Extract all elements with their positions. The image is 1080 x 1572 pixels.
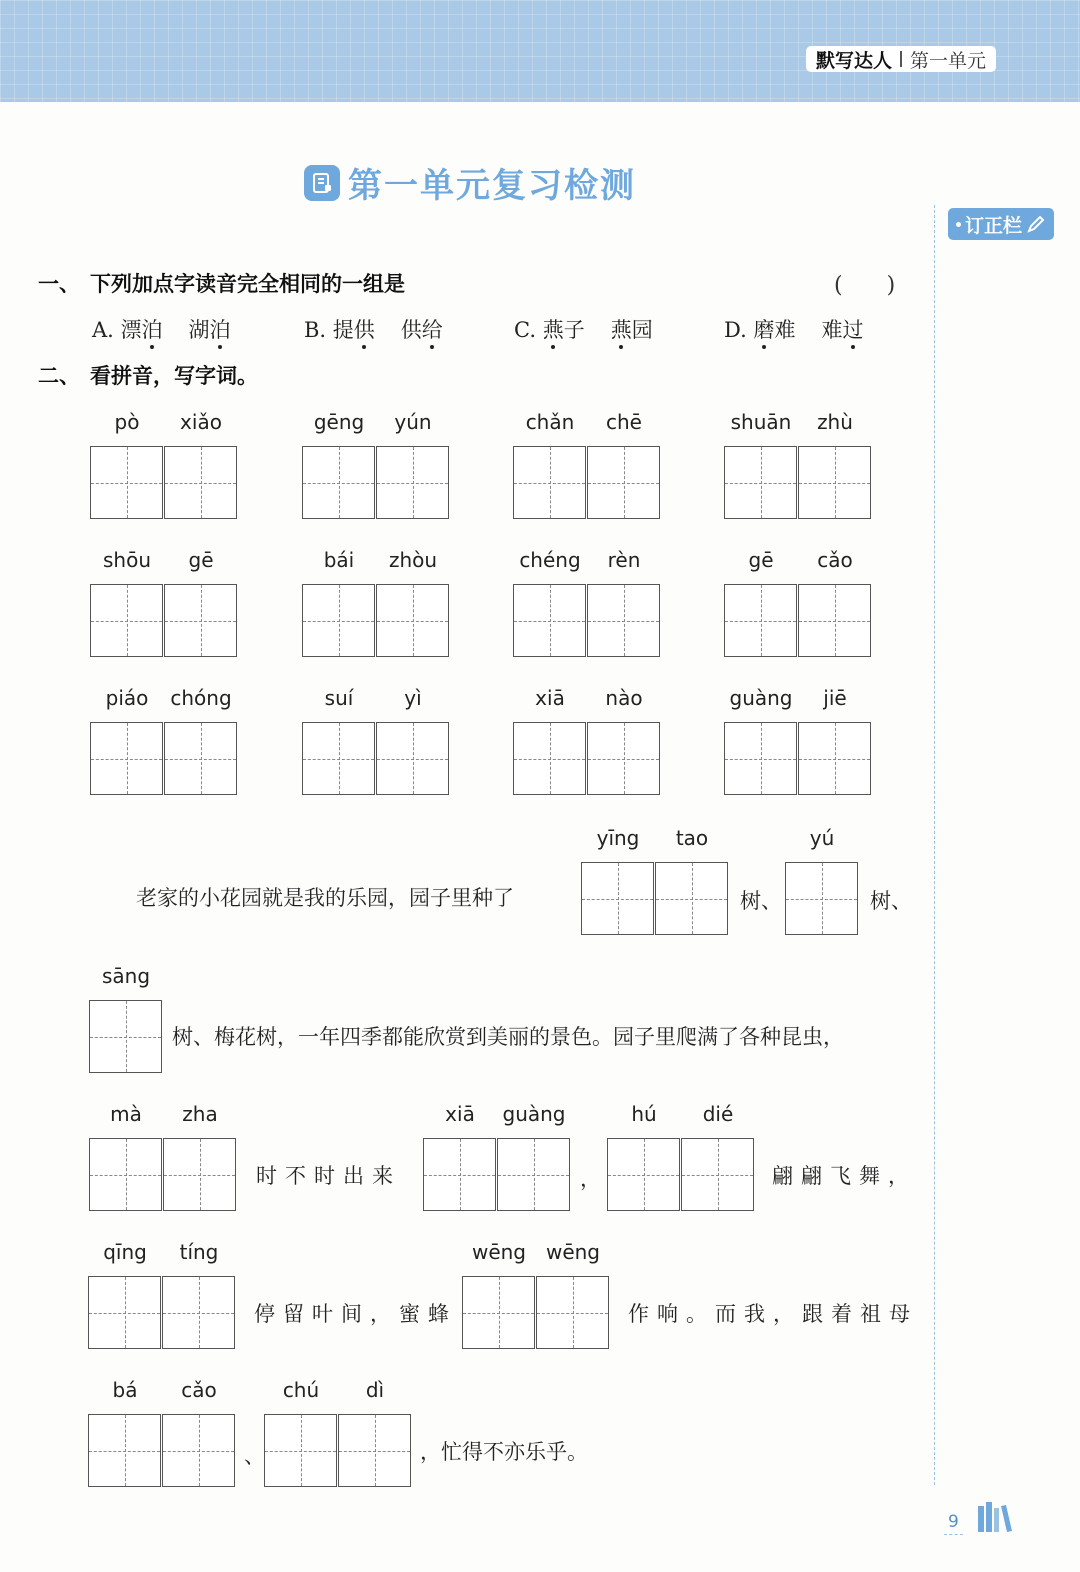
writing-box-word-7[interactable] — [513, 584, 586, 657]
option-char: 燕 — [542, 318, 564, 342]
writing-box-p2[interactable] — [785, 862, 858, 935]
pinyin-label: zha — [182, 1102, 218, 1126]
writing-box-p1[interactable] — [655, 862, 728, 935]
option-word-1 — [333, 318, 375, 342]
writing-box-p3[interactable] — [89, 1000, 162, 1073]
pinyin-label: zhòu — [388, 548, 438, 572]
pinyin-label: sāng — [101, 964, 151, 988]
passage-text-2: 树、 — [740, 889, 782, 913]
writing-box-word-9[interactable] — [90, 722, 163, 795]
pinyin-label: nào — [605, 686, 643, 710]
pinyin-label: pò — [114, 410, 140, 434]
correction-column-line — [934, 205, 935, 1485]
books-icon — [976, 1500, 1016, 1536]
passage-text-3: 树、 — [870, 889, 912, 913]
question-prompt: 看拼音，写字词。 — [90, 364, 258, 388]
question-prompt: 下列加点字读音完全相同的一组是 — [90, 272, 405, 296]
option-word-1 — [753, 318, 795, 342]
writing-box-p1[interactable] — [581, 862, 654, 935]
pinyin-label: chóng — [170, 686, 232, 710]
pinyin-label: qīng — [103, 1240, 147, 1264]
option-word-2 — [611, 318, 653, 342]
writing-box-word-1[interactable] — [90, 446, 163, 519]
passage-text-1: 老家的小花园就是我的乐园，园子里种了 — [136, 886, 514, 910]
pinyin-label: cǎo — [817, 548, 853, 572]
writing-box-p6[interactable] — [681, 1138, 754, 1211]
option-char: 供 — [353, 318, 375, 342]
writing-box-word-2[interactable] — [302, 446, 375, 519]
writing-box-word-11[interactable] — [513, 722, 586, 795]
passage-text-11: ，忙得不亦乐乎。 — [420, 1440, 588, 1464]
pinyin-label: gē — [748, 548, 774, 572]
pinyin-label: jiē — [823, 686, 847, 710]
pinyin-label: xiǎo — [180, 410, 222, 434]
writing-box-word-7[interactable] — [587, 584, 660, 657]
header-label — [806, 46, 996, 72]
correction-tab — [948, 208, 1054, 240]
writing-box-p9[interactable] — [88, 1414, 161, 1487]
writing-box-word-5[interactable] — [164, 584, 237, 657]
pinyin-label: suí — [324, 686, 354, 710]
question-2-heading — [38, 360, 258, 390]
pinyin-label: yì — [404, 686, 422, 710]
answer-paren[interactable]: ( ) — [834, 273, 896, 298]
writing-box-word-3[interactable] — [587, 446, 660, 519]
writing-box-word-8[interactable] — [798, 584, 871, 657]
writing-box-word-9[interactable] — [164, 722, 237, 795]
pinyin-label: gē — [188, 548, 214, 572]
question-number: 一、 — [38, 272, 80, 296]
writing-box-p6[interactable] — [607, 1138, 680, 1211]
pinyin-label: piáo — [105, 686, 149, 710]
question-number: 二、 — [38, 364, 80, 388]
writing-box-p4[interactable] — [163, 1138, 236, 1211]
option-word-2 — [821, 318, 863, 342]
notebook-icon — [304, 165, 340, 201]
option-char: 泊 — [141, 318, 163, 342]
bullet-icon — [956, 222, 961, 227]
passage-text-5: 时不时出来 — [256, 1164, 401, 1188]
pencil-icon — [1026, 214, 1046, 234]
writing-box-word-5[interactable] — [90, 584, 163, 657]
passage-text-10: 、 — [244, 1444, 265, 1468]
pinyin-label: guàng — [502, 1102, 566, 1126]
pinyin-label: cǎo — [181, 1378, 217, 1402]
pinyin-label: shōu — [102, 548, 151, 572]
option-char: 漂 — [120, 318, 142, 342]
option-word-2 — [189, 318, 231, 342]
pinyin-label: wēng — [545, 1240, 601, 1264]
writing-box-word-4[interactable] — [798, 446, 871, 519]
writing-box-word-6[interactable] — [376, 584, 449, 657]
option-word-1 — [543, 318, 585, 342]
writing-box-p10[interactable] — [338, 1414, 411, 1487]
pinyin-label: tíng — [179, 1240, 219, 1264]
writing-box-p5[interactable] — [497, 1138, 570, 1211]
pinyin-label: xiā — [535, 686, 565, 710]
writing-box-p9[interactable] — [162, 1414, 235, 1487]
writing-box-word-12[interactable] — [798, 722, 871, 795]
writing-box-word-1[interactable] — [164, 446, 237, 519]
pinyin-label: dì — [365, 1378, 385, 1402]
pinyin-label: dié — [702, 1102, 734, 1126]
writing-box-word-3[interactable] — [513, 446, 586, 519]
pinyin-label: yīng — [596, 826, 640, 850]
pinyin-label: bái — [323, 548, 355, 572]
pinyin-label: mà — [110, 1102, 142, 1126]
pinyin-label: guàng — [729, 686, 793, 710]
option-char: 燕 — [610, 318, 632, 342]
pinyin-label: gēng — [313, 410, 365, 434]
option-char: 提 — [332, 318, 354, 342]
option-char: 泊 — [209, 318, 231, 342]
title-text: 第一单元复习检测 — [348, 166, 636, 206]
option-char: 磨 — [753, 318, 775, 342]
correction-label: 订正栏 — [964, 214, 1022, 237]
writing-box-p7[interactable] — [88, 1276, 161, 1349]
option-d[interactable] — [724, 314, 863, 344]
option-char: 湖 — [188, 318, 210, 342]
writing-box-word-2[interactable] — [376, 446, 449, 519]
pinyin-label: rèn — [607, 548, 641, 572]
writing-box-word-6[interactable] — [302, 584, 375, 657]
writing-box-word-8[interactable] — [724, 584, 797, 657]
passage-text-9: 作响。而我，跟着祖母 — [628, 1302, 918, 1326]
writing-box-p7[interactable] — [162, 1276, 235, 1349]
writing-box-word-4[interactable] — [724, 446, 797, 519]
option-char: 难 — [774, 318, 796, 342]
pinyin-label: chéng — [519, 548, 581, 572]
writing-box-word-12[interactable] — [724, 722, 797, 795]
passage-text-7: 翩翩飞舞， — [772, 1164, 917, 1188]
option-b[interactable] — [304, 314, 443, 344]
pinyin-label: zhù — [817, 410, 853, 434]
pinyin-label: hú — [631, 1102, 657, 1126]
option-char: 过 — [842, 318, 864, 342]
page-number: 9 — [944, 1512, 963, 1535]
option-a[interactable] — [92, 314, 231, 344]
pinyin-label: tao — [675, 826, 709, 850]
pinyin-label: chē — [606, 410, 642, 434]
unit-name: 第一单元 — [910, 49, 987, 72]
option-char: 难 — [821, 318, 843, 342]
option-word-1 — [121, 318, 163, 342]
option-letter: C. — [514, 318, 536, 342]
pinyin-label: yún — [394, 410, 432, 434]
writing-box-word-10[interactable] — [376, 722, 449, 795]
writing-box-p8[interactable] — [536, 1276, 609, 1349]
page-title — [0, 158, 940, 207]
option-char: 给 — [421, 318, 443, 342]
pinyin-label: chú — [282, 1378, 320, 1402]
option-char: 园 — [631, 318, 653, 342]
pinyin-label: wēng — [471, 1240, 527, 1264]
writing-box-p4[interactable] — [89, 1138, 162, 1211]
question-1-heading — [38, 268, 405, 298]
writing-box-word-11[interactable] — [587, 722, 660, 795]
option-char: 子 — [563, 318, 585, 342]
pinyin-label: shuān — [730, 410, 792, 434]
divider — [900, 51, 902, 67]
option-letter: B. — [304, 318, 327, 342]
pinyin-label: yú — [809, 826, 835, 850]
option-word-2 — [401, 318, 443, 342]
option-letter: A. — [92, 318, 114, 342]
option-letter: D. — [724, 318, 747, 342]
option-c[interactable] — [514, 314, 653, 344]
passage-text-6: ， — [580, 1167, 601, 1191]
writing-box-p8[interactable] — [462, 1276, 535, 1349]
writing-box-word-10[interactable] — [302, 722, 375, 795]
pinyin-label: bá — [112, 1378, 138, 1402]
option-char: 供 — [400, 318, 422, 342]
pinyin-label: xiā — [445, 1102, 475, 1126]
writing-box-p5[interactable] — [423, 1138, 496, 1211]
brand-name: 默写达人 — [816, 49, 893, 72]
passage-text-4: 树、梅花树，一年四季都能欣赏到美丽的景色。园子里爬满了各种昆虫， — [172, 1025, 844, 1049]
pinyin-label: chǎn — [525, 410, 575, 434]
writing-box-p10[interactable] — [264, 1414, 337, 1487]
passage-text-8: 停留叶间，蜜蜂 — [254, 1302, 457, 1326]
